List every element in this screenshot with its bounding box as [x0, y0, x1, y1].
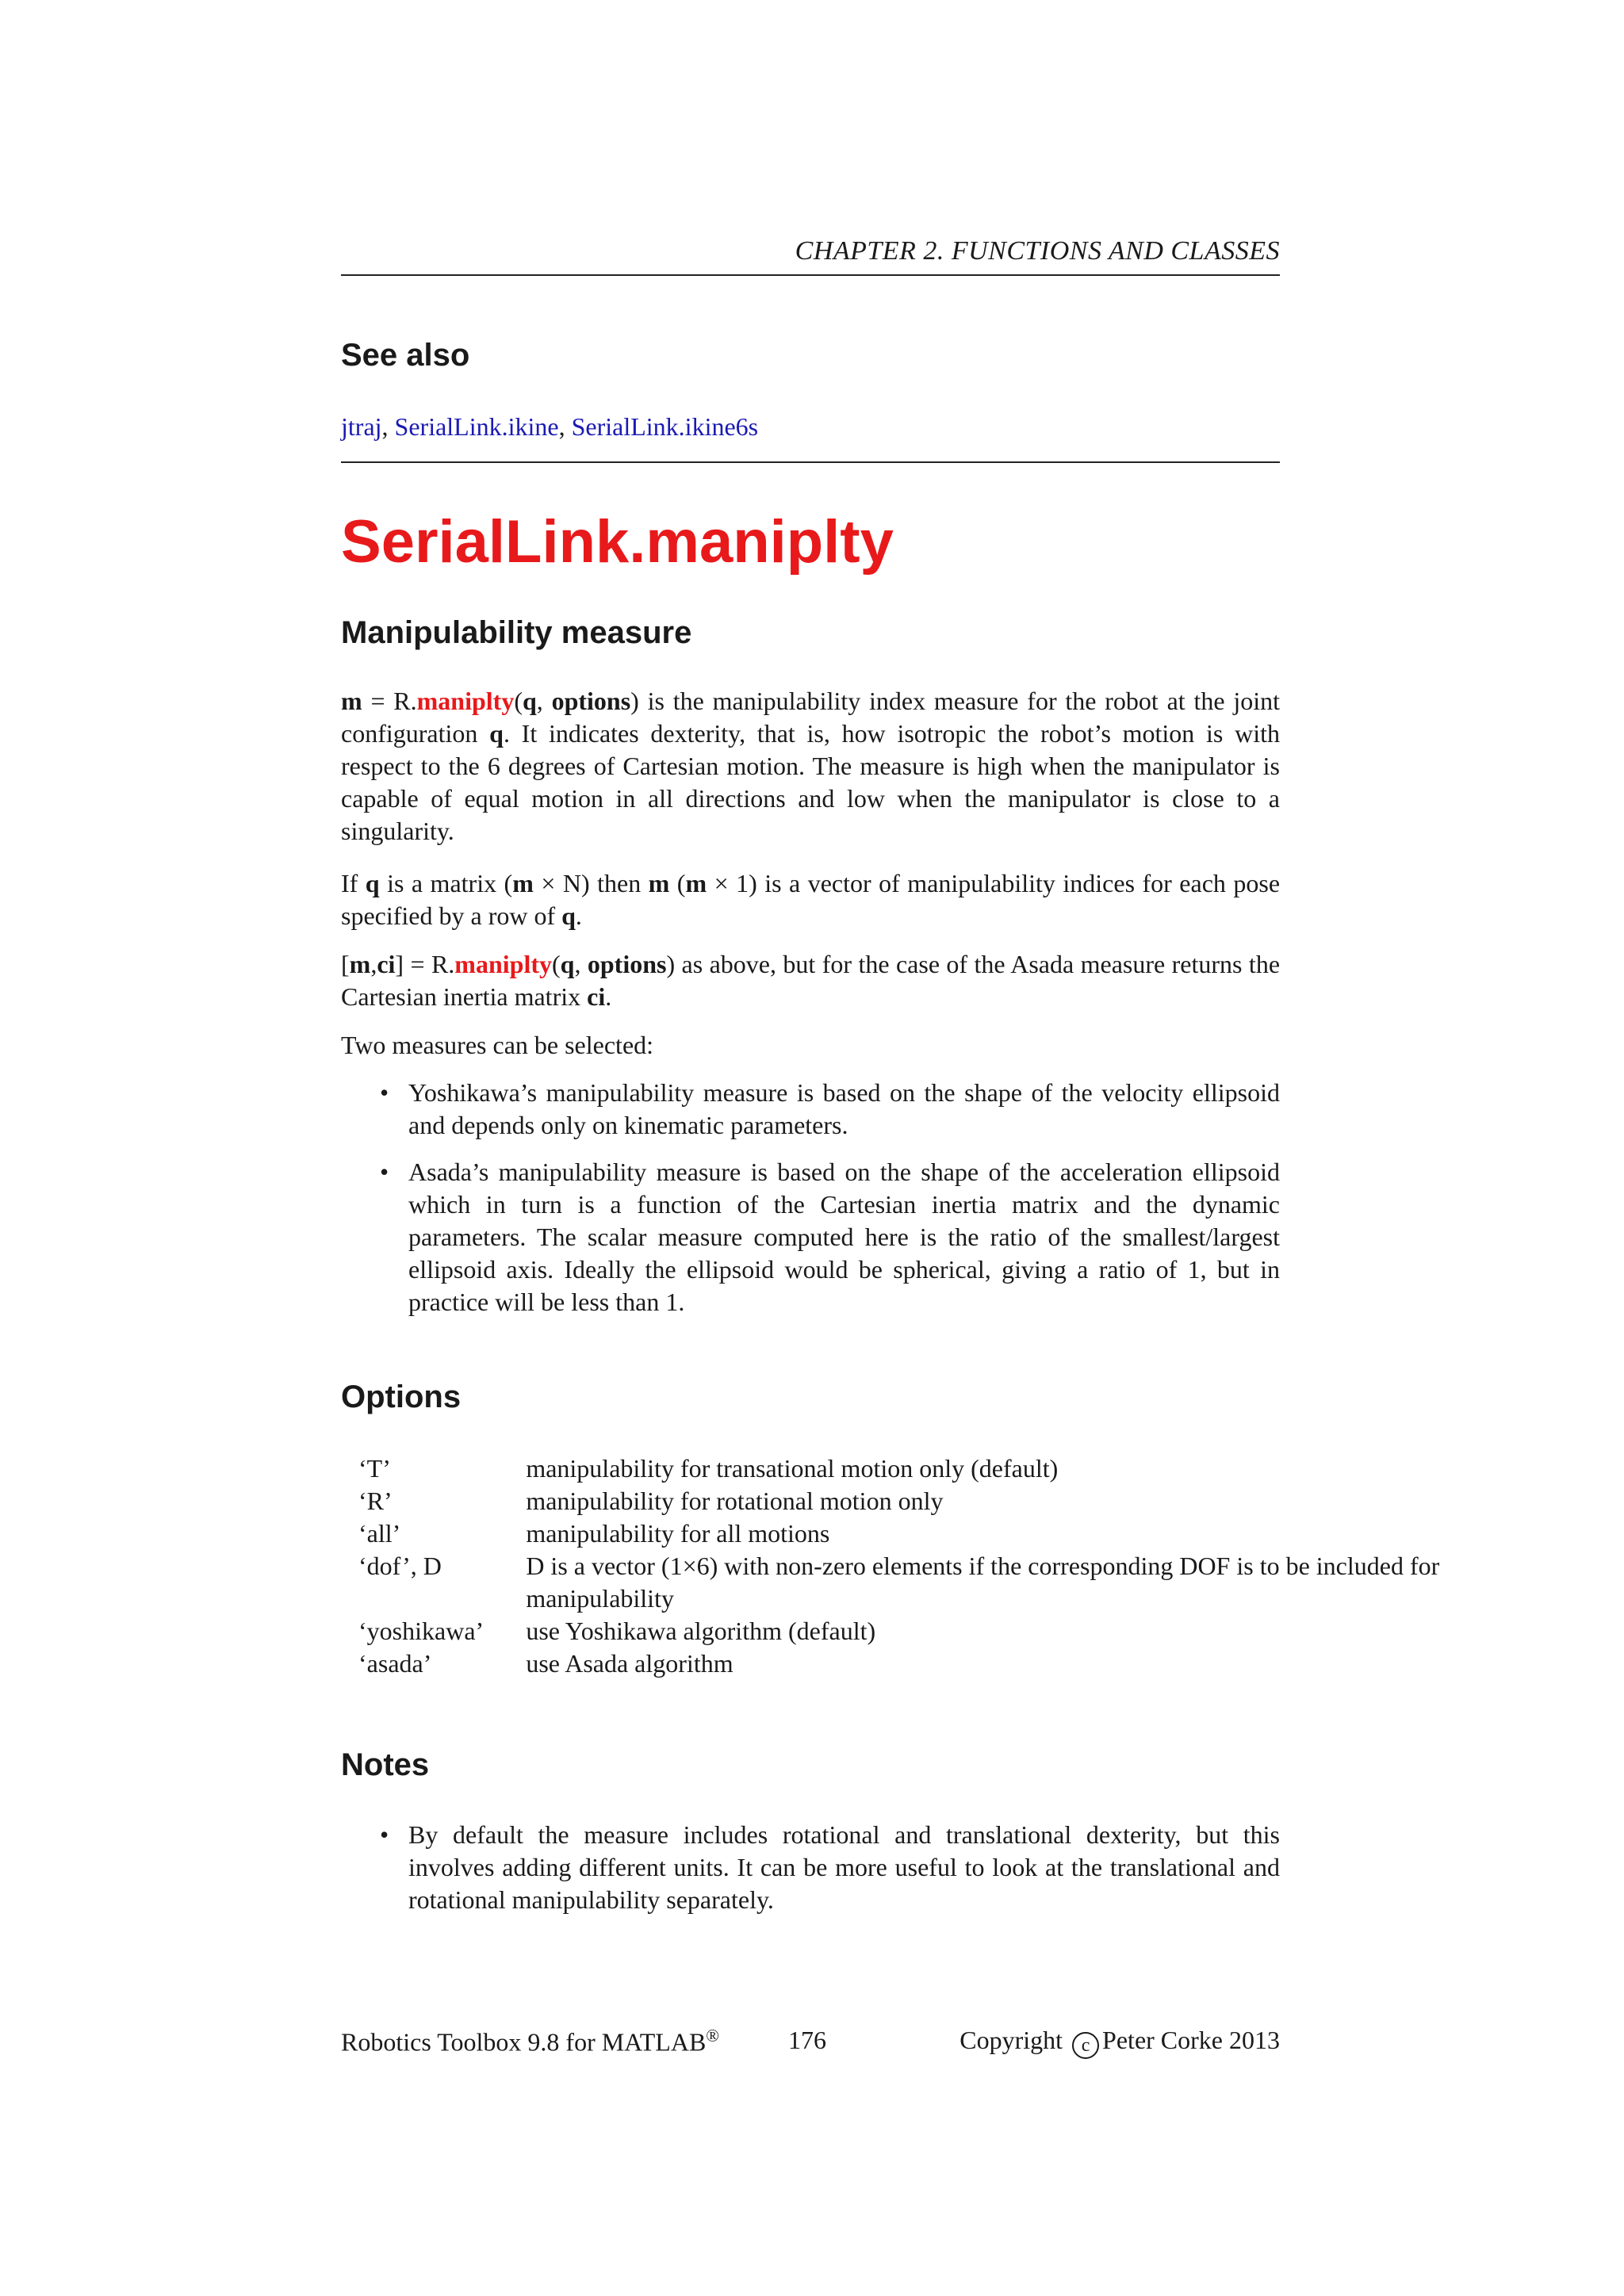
text: ,: [370, 950, 377, 978]
measures-list: [377, 1077, 1280, 1333]
header-rule: [341, 274, 1280, 276]
table-row: [358, 1517, 1469, 1550]
function-name: maniplty: [454, 950, 552, 978]
var-m: m: [648, 869, 670, 897]
list-item: [377, 1077, 1280, 1142]
bullet-icon: •: [380, 1820, 389, 1849]
text: (: [669, 869, 686, 897]
option-desc: use Yoshikawa algorithm (default): [526, 1617, 876, 1645]
text: .: [605, 982, 612, 1011]
option-key: ‘T’: [358, 1454, 391, 1483]
options-heading: Options: [341, 1380, 462, 1414]
link-seriallink-ikine[interactable]: SerialLink.ikine: [394, 412, 559, 441]
option-key: ‘R’: [358, 1487, 393, 1515]
text: × 1) is a vector of manipulability indices for each pose specified by a row of: [341, 869, 1281, 930]
var-q: q: [365, 869, 380, 897]
description-paragraph: [341, 685, 1280, 848]
copyright-text: Peter Corke 2013: [1102, 2026, 1280, 2054]
text: × N) then: [533, 869, 649, 897]
list-item-text: By default the measure includes rotational and translational dexterity, but this involves adding different units. It can be more useful to look at the translational and rotational manipulability separately.: [408, 1820, 1280, 1914]
option-desc: manipulability for rotational motion only: [526, 1487, 944, 1515]
table-row: [358, 1485, 1469, 1517]
asada-paragraph: [341, 948, 1280, 1013]
text: ,: [536, 687, 552, 715]
option-desc: D is a vector (1×6) with non-zero elements if the corresponding DOF is to be included for manipulability: [526, 1552, 1440, 1613]
copyright-icon: c: [1072, 2032, 1099, 2059]
output-m: m: [341, 687, 362, 715]
option-key: ‘yoshikawa’: [358, 1617, 485, 1645]
text: .: [575, 901, 582, 930]
option-key: ‘dof’, D: [358, 1552, 442, 1580]
arg-options: options: [551, 687, 631, 715]
var-m: m: [349, 950, 371, 978]
page-number: 176: [788, 2026, 826, 2054]
function-title: SerialLink.maniplty: [341, 508, 894, 576]
table-row: [358, 1550, 1469, 1615]
footer-title-text: Robotics Toolbox 9.8 for MATLAB: [341, 2027, 707, 2057]
copyright-prefix: Copyright: [959, 2026, 1070, 2054]
text: = R.: [362, 687, 417, 715]
option-desc: manipulability for all motions: [526, 1519, 830, 1548]
footer-title: [341, 2026, 719, 2057]
var-m: m: [685, 869, 707, 897]
option-desc: use Asada algorithm: [526, 1649, 733, 1678]
option-key: ‘asada’: [358, 1649, 432, 1678]
arg-options: options: [587, 950, 667, 978]
function-subtitle: Manipulability measure: [341, 615, 692, 650]
footer-copyright: [944, 2026, 1280, 2059]
notes-list: [377, 1819, 1280, 1931]
arg-q: q: [522, 687, 537, 715]
options-table: [358, 1452, 1469, 1680]
var-q: q: [561, 901, 576, 930]
see-also-links: jtraj, SerialLink.ikine, SerialLink.ikine6s: [341, 412, 759, 441]
measures-intro: Two measures can be selected:: [341, 1031, 654, 1059]
link-seriallink-ikine6s[interactable]: SerialLink.ikine6s: [571, 412, 759, 441]
table-row: [358, 1615, 1469, 1647]
var-ci: ci: [587, 982, 606, 1011]
running-header: CHAPTER 2. FUNCTIONS AND CLASSES: [795, 236, 1280, 266]
text: ) as above, but for the case of the Asada measure returns the Cartesian inertia matrix: [341, 950, 1281, 1011]
link-jtraj[interactable]: jtraj: [341, 412, 382, 441]
text: (: [551, 950, 561, 978]
text: . It indicates dexterity, that is, how isotropic the robot’s motion is with respect to the 6 degrees of Cartesian motion. The measure is high when the manipulator is capable of equal motion in all directions and low when the manipulator is close to a singularity.: [341, 719, 1281, 845]
function-name: maniplty: [416, 687, 515, 715]
text: ] = R.: [395, 950, 455, 978]
text: [: [341, 950, 350, 978]
text: is a matrix (: [379, 869, 513, 897]
see-also-heading: See also: [341, 338, 470, 373]
bullet-icon: •: [380, 1158, 389, 1186]
list-item-text: Yoshikawa’s manipulability measure is based on the shape of the velocity ellipsoid and depends only on kinematic parameters.: [408, 1078, 1280, 1139]
registered-mark: ®: [706, 2026, 719, 2045]
var-m: m: [512, 869, 534, 897]
bullet-icon: •: [380, 1078, 389, 1107]
matrix-paragraph: [341, 867, 1280, 932]
section-rule: [341, 461, 1280, 463]
list-item: [377, 1156, 1280, 1318]
var-ci: ci: [377, 950, 396, 978]
list-item-text: Asada’s manipulability measure is based on the shape of the acceleration ellipsoid which in turn is a function of the Cartesian inertia matrix and the dynamic parameters. The scalar measure computed here is the ratio of the smallest/largest ellipsoid axis. Ideally the ellipsoid would be spherical, giving a ratio of 1, but in practice will be less than 1.: [408, 1158, 1280, 1316]
text: ,: [574, 950, 588, 978]
option-key: ‘all’: [358, 1519, 401, 1548]
table-row: [358, 1647, 1469, 1680]
var-q: q: [489, 719, 504, 748]
table-row: [358, 1452, 1469, 1485]
notes-heading: Notes: [341, 1747, 430, 1782]
text: If: [341, 869, 366, 897]
list-item: [377, 1819, 1280, 1916]
text: ) is the manipulability index measure for the robot at the joint configuration: [341, 687, 1281, 748]
option-desc: manipulability for transational motion only (default): [526, 1454, 1059, 1483]
arg-q: q: [560, 950, 575, 978]
text: (: [514, 687, 523, 715]
